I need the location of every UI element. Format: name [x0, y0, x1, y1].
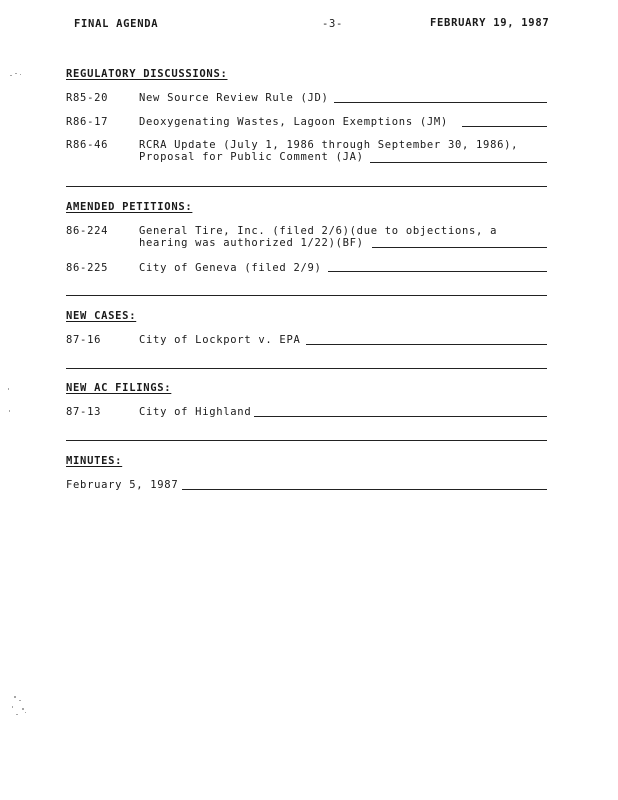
signature-line — [306, 344, 547, 345]
signature-line — [254, 416, 547, 417]
scan-speck — [16, 714, 18, 715]
scan-speck — [9, 410, 10, 412]
item-number: 87-13 — [66, 406, 102, 418]
scan-speck — [15, 73, 17, 74]
scan-speck — [10, 75, 12, 76]
signature-line — [372, 247, 547, 248]
minutes-date: February 5, 1987 — [66, 479, 179, 491]
scan-speck — [22, 708, 24, 710]
scan-speck — [12, 706, 13, 708]
section-divider — [66, 295, 547, 296]
section-heading-minutes: MINUTES: — [66, 455, 123, 467]
header-title: FINAL AGENDA — [74, 18, 159, 30]
scan-speck — [8, 388, 9, 390]
signature-line — [328, 271, 547, 272]
page-number: -3- — [322, 18, 344, 30]
signature-line — [334, 102, 547, 103]
item-number: R85-20 — [66, 92, 109, 104]
scan-speck — [14, 696, 16, 698]
item-number: 86-224 — [66, 225, 109, 237]
item-description: City of Highland — [139, 406, 252, 418]
signature-line — [370, 162, 547, 163]
item-description: City of Geneva (filed 2/9) — [139, 262, 322, 274]
item-description: RCRA Update (July 1, 1986 through September 30, 1986), — [139, 139, 519, 151]
section-heading-new-ac-filings: NEW AC FILINGS: — [66, 382, 172, 394]
item-number: 87-16 — [66, 334, 102, 346]
section-heading-regulatory: REGULATORY DISCUSSIONS: — [66, 68, 228, 80]
item-description: City of Lockport v. EPA — [139, 334, 301, 346]
section-heading-new-cases: NEW CASES: — [66, 310, 137, 322]
item-description: Deoxygenating Wastes, Lagoon Exemptions (JM) — [139, 116, 448, 128]
header-date: FEBRUARY 19, 1987 — [430, 17, 550, 29]
item-number: 86-225 — [66, 262, 109, 274]
item-description: General Tire, Inc. (filed 2/6)(due to objections, a — [139, 225, 498, 237]
signature-line — [462, 126, 547, 127]
scan-speck — [25, 712, 26, 713]
item-number: R86-46 — [66, 139, 109, 151]
section-divider — [66, 440, 547, 441]
item-number: R86-17 — [66, 116, 109, 128]
section-heading-amended-petitions: AMENDED PETITIONS: — [66, 201, 193, 213]
section-divider — [66, 368, 547, 369]
item-description: New Source Review Rule (JD) — [139, 92, 329, 104]
section-divider — [66, 186, 547, 187]
signature-line — [182, 489, 547, 490]
scan-speck — [20, 74, 21, 75]
scan-speck — [19, 700, 21, 701]
item-description: Proposal for Public Comment (JA) — [139, 151, 364, 163]
item-description: hearing was authorized 1/22)(BF) — [139, 237, 364, 249]
